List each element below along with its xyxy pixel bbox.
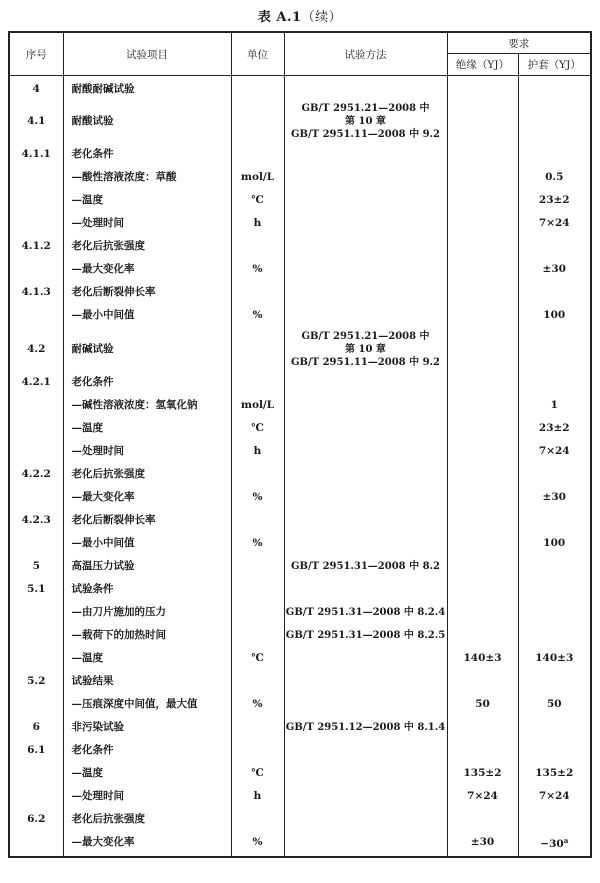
test-method: GB/T 2951.12—2008 中 8.1.4: [284, 716, 447, 739]
unit: [231, 327, 284, 371]
test-item: 试验结果: [63, 670, 231, 693]
test-method: [284, 670, 447, 693]
table-caption: [0, 6, 600, 25]
requirement-insulation: [447, 486, 518, 509]
unit: [231, 739, 284, 762]
test-item: 耐碱试验: [63, 327, 231, 371]
requirement-insulation: ±30: [447, 831, 518, 857]
requirement-sheath-value: −30: [540, 838, 564, 850]
test-method: [284, 417, 447, 440]
table-row: [9, 509, 591, 532]
unit: [231, 463, 284, 486]
test-item: —温度: [63, 417, 231, 440]
unit: h: [231, 785, 284, 808]
row-number: 4.2.3: [9, 509, 63, 532]
test-method: [284, 212, 447, 235]
unit: [231, 624, 284, 647]
requirement-sheath: [518, 189, 591, 212]
table-row: [9, 281, 591, 304]
table-row: [9, 143, 591, 166]
requirement-sheath-value: 23±2: [538, 422, 570, 434]
header-method: 试验方法: [284, 32, 447, 76]
unit: mol/L: [231, 394, 284, 417]
requirement-sheath: [518, 670, 591, 693]
requirement-sheath: [518, 509, 591, 532]
requirement-insulation: [447, 716, 518, 739]
unit: [231, 555, 284, 578]
requirement-sheath-value: 7×24: [538, 217, 570, 229]
test-method: [284, 99, 447, 143]
table-row: [9, 555, 591, 578]
header-unit: 单位: [231, 32, 284, 76]
row-number: 4.2.2: [9, 463, 63, 486]
test-method: [284, 327, 447, 371]
row-number: [9, 647, 63, 670]
row-number: 6.1: [9, 739, 63, 762]
table-row: [9, 212, 591, 235]
unit: [231, 235, 284, 258]
table-row: [9, 189, 591, 212]
table-row: [9, 716, 591, 739]
test-item: 老化后抗张强度: [63, 808, 231, 831]
footnote-marker: a: [563, 836, 569, 845]
requirement-insulation: [447, 417, 518, 440]
requirement-sheath: [518, 762, 591, 785]
unit: ℃: [231, 647, 284, 670]
requirement-sheath: [518, 463, 591, 486]
unit: [231, 601, 284, 624]
test-item: 老化条件: [63, 143, 231, 166]
test-method: [284, 831, 447, 857]
unit: [231, 76, 284, 100]
requirement-insulation: [447, 212, 518, 235]
requirement-sheath-value: 100: [543, 309, 566, 321]
unit: h: [231, 440, 284, 463]
test-item: 老化后抗张强度: [63, 235, 231, 258]
requirement-sheath: [518, 486, 591, 509]
unit: [231, 808, 284, 831]
test-method: [284, 281, 447, 304]
test-method: GB/T 2951.31—2008 中 8.2: [284, 555, 447, 578]
requirement-insulation: [447, 463, 518, 486]
row-number: [9, 440, 63, 463]
test-item: 试验条件: [63, 578, 231, 601]
requirement-sheath: [518, 327, 591, 371]
table-row: [9, 785, 591, 808]
row-number: 6: [9, 716, 63, 739]
requirement-insulation: [447, 281, 518, 304]
test-item: —处理时间: [63, 212, 231, 235]
unit: %: [231, 258, 284, 281]
test-method: [284, 808, 447, 831]
table-row: [9, 417, 591, 440]
requirement-sheath-value: 23±2: [538, 194, 570, 206]
test-item: —最小中间值: [63, 532, 231, 555]
test-item: —温度: [63, 762, 231, 785]
unit: ℃: [231, 189, 284, 212]
requirement-sheath: [518, 601, 591, 624]
requirement-insulation: [447, 509, 518, 532]
requirement-insulation: [447, 808, 518, 831]
test-item: —温度: [63, 189, 231, 212]
table-row: [9, 532, 591, 555]
unit: ℃: [231, 762, 284, 785]
test-item: 老化后抗张强度: [63, 463, 231, 486]
unit: [231, 578, 284, 601]
requirement-sheath: [518, 578, 591, 601]
unit: [231, 143, 284, 166]
test-method: [284, 143, 447, 166]
requirement-sheath: [518, 440, 591, 463]
requirement-sheath: [518, 371, 591, 394]
test-method: [284, 76, 447, 100]
requirement-insulation: 50: [447, 693, 518, 716]
requirement-sheath: [518, 785, 591, 808]
test-item: —最大变化率: [63, 831, 231, 857]
requirement-sheath: [518, 394, 591, 417]
row-number: [9, 693, 63, 716]
row-number: 4.1.1: [9, 143, 63, 166]
test-item: —处理时间: [63, 440, 231, 463]
unit: %: [231, 831, 284, 857]
requirement-sheath: [518, 808, 591, 831]
requirement-insulation: [447, 166, 518, 189]
unit: %: [231, 304, 284, 327]
row-number: 6.2: [9, 808, 63, 831]
requirement-sheath: [518, 831, 591, 857]
row-number: [9, 417, 63, 440]
test-method: [284, 394, 447, 417]
header-item: 试验项目: [63, 32, 231, 76]
test-item: 耐酸试验: [63, 99, 231, 143]
requirement-sheath: [518, 99, 591, 143]
test-method: [284, 189, 447, 212]
test-item: —碱性溶液浓度：氢氧化钠: [63, 394, 231, 417]
row-number: [9, 304, 63, 327]
unit: %: [231, 693, 284, 716]
requirement-insulation: [447, 555, 518, 578]
header-no: 序号: [9, 32, 63, 76]
test-method-line: GB/T 2951.21—2008 中: [301, 102, 430, 114]
requirement-sheath-value: 0.5: [545, 171, 564, 183]
requirement-insulation: [447, 440, 518, 463]
test-item: —温度: [63, 647, 231, 670]
requirement-insulation: [447, 371, 518, 394]
row-number: 5.1: [9, 578, 63, 601]
test-item: 老化条件: [63, 739, 231, 762]
requirement-sheath: [518, 417, 591, 440]
unit: [231, 371, 284, 394]
header-requirement: 要求: [447, 32, 591, 54]
requirement-sheath-value: ±30: [542, 491, 566, 503]
table-row: [9, 601, 591, 624]
test-method-line: GB/T 2951.21—2008 中: [301, 330, 430, 342]
test-method: [284, 440, 447, 463]
table-row: [9, 304, 591, 327]
requirement-sheath-value: 135±2: [535, 767, 574, 779]
table-row: [9, 693, 591, 716]
test-method: [284, 578, 447, 601]
test-method: [284, 486, 447, 509]
row-number: [9, 486, 63, 509]
table-row: [9, 486, 591, 509]
requirement-sheath-value: 1: [550, 399, 558, 411]
table-row: [9, 670, 591, 693]
row-number: [9, 762, 63, 785]
row-number: [9, 166, 63, 189]
requirement-sheath-value: 100: [543, 537, 566, 549]
table-row: [9, 258, 591, 281]
table-row: [9, 578, 591, 601]
row-number: [9, 601, 63, 624]
test-item: 老化后断裂伸长率: [63, 509, 231, 532]
requirement-sheath-value: 7×24: [538, 790, 570, 802]
requirement-insulation: [447, 624, 518, 647]
table-row: [9, 166, 591, 189]
unit: %: [231, 486, 284, 509]
table-row: [9, 762, 591, 785]
requirement-sheath: [518, 693, 591, 716]
table-caption-continued: （续）: [301, 10, 343, 25]
requirement-sheath: [518, 258, 591, 281]
test-method: [284, 739, 447, 762]
test-item: —最小中间值: [63, 304, 231, 327]
requirement-sheath-value: ±30: [542, 263, 566, 275]
unit: %: [231, 532, 284, 555]
spec-table: [8, 31, 592, 858]
requirement-insulation: [447, 670, 518, 693]
unit: [231, 509, 284, 532]
requirement-sheath-value: 50: [546, 698, 562, 710]
requirement-sheath: [518, 716, 591, 739]
requirement-insulation: [447, 76, 518, 100]
test-method: [284, 166, 447, 189]
header-sheath: 护套（YJ）: [518, 54, 591, 76]
requirement-sheath: [518, 143, 591, 166]
unit: ℃: [231, 417, 284, 440]
requirement-sheath: [518, 281, 591, 304]
row-number: 4: [9, 76, 63, 100]
requirement-insulation: [447, 258, 518, 281]
row-number: [9, 212, 63, 235]
table-row: [9, 371, 591, 394]
table-row: [9, 99, 591, 143]
unit: [231, 716, 284, 739]
test-method: [284, 509, 447, 532]
test-item: —压痕深度中间值，最大值: [63, 693, 231, 716]
requirement-sheath: [518, 166, 591, 189]
row-number: 5.2: [9, 670, 63, 693]
test-item: 非污染试验: [63, 716, 231, 739]
requirement-insulation: [447, 327, 518, 371]
test-method: [284, 258, 447, 281]
test-item: 高温压力试验: [63, 555, 231, 578]
header-insulation: 绝缘（YJ）: [447, 54, 518, 76]
test-method: [284, 304, 447, 327]
requirement-insulation: [447, 532, 518, 555]
requirement-insulation: [447, 739, 518, 762]
unit: [231, 670, 284, 693]
requirement-sheath: [518, 212, 591, 235]
requirement-sheath: [518, 235, 591, 258]
table-row: [9, 808, 591, 831]
requirement-insulation: [447, 578, 518, 601]
row-number: [9, 189, 63, 212]
test-method: [284, 762, 447, 785]
requirement-sheath: [518, 76, 591, 100]
row-number: [9, 831, 63, 857]
requirement-sheath: [518, 532, 591, 555]
test-item: 老化条件: [63, 371, 231, 394]
requirement-sheath: [518, 304, 591, 327]
test-item: —酸性溶液浓度：草酸: [63, 166, 231, 189]
requirement-insulation: 135±2: [447, 762, 518, 785]
test-method: [284, 463, 447, 486]
table-row: [9, 831, 591, 857]
row-number: 4.1: [9, 99, 63, 143]
requirement-insulation: [447, 189, 518, 212]
test-item: —最大变化率: [63, 486, 231, 509]
requirement-sheath: [518, 555, 591, 578]
requirement-sheath-value: 7×24: [538, 445, 570, 457]
row-number: 4.1.2: [9, 235, 63, 258]
test-method: [284, 647, 447, 670]
requirement-insulation: [447, 235, 518, 258]
table-row: [9, 463, 591, 486]
row-number: 4.2: [9, 327, 63, 371]
unit: [231, 281, 284, 304]
requirement-sheath-value: 140±3: [535, 652, 574, 664]
test-method-line: GB/T 2951.11—2008 中 9.2: [291, 128, 440, 140]
table-body: [9, 76, 591, 858]
requirement-insulation: [447, 143, 518, 166]
requirement-insulation: [447, 99, 518, 143]
row-number: [9, 394, 63, 417]
test-method: [284, 235, 447, 258]
requirement-insulation: [447, 304, 518, 327]
test-item: —处理时间: [63, 785, 231, 808]
table-header: [9, 32, 591, 76]
row-number: [9, 532, 63, 555]
test-method: [284, 785, 447, 808]
table-row: [9, 76, 591, 100]
unit: mol/L: [231, 166, 284, 189]
table-row: [9, 235, 591, 258]
test-method-line: 第 10 章: [345, 115, 386, 127]
row-number: 4.2.1: [9, 371, 63, 394]
table-row: [9, 394, 591, 417]
test-item: —由刀片施加的压力: [63, 601, 231, 624]
test-item: —载荷下的加热时间: [63, 624, 231, 647]
row-number: 4.1.3: [9, 281, 63, 304]
row-number: [9, 258, 63, 281]
requirement-insulation: [447, 394, 518, 417]
test-method-line: 第 10 章: [345, 343, 386, 355]
table-row: [9, 624, 591, 647]
table-caption-label: 表 A.1: [257, 10, 302, 25]
requirement-insulation: 140±3: [447, 647, 518, 670]
test-method: [284, 532, 447, 555]
table-row: [9, 327, 591, 371]
requirement-sheath: [518, 624, 591, 647]
requirement-insulation: 7×24: [447, 785, 518, 808]
requirement-insulation: [447, 601, 518, 624]
table-row: [9, 440, 591, 463]
test-item: 耐酸耐碱试验: [63, 76, 231, 100]
table-row: [9, 647, 591, 670]
requirement-sheath: [518, 739, 591, 762]
unit: [231, 99, 284, 143]
test-method-line: GB/T 2951.11—2008 中 9.2: [291, 356, 440, 368]
test-item: 老化后断裂伸长率: [63, 281, 231, 304]
test-method: [284, 371, 447, 394]
row-number: [9, 624, 63, 647]
test-item: —最大变化率: [63, 258, 231, 281]
row-number: 5: [9, 555, 63, 578]
unit: h: [231, 212, 284, 235]
row-number: [9, 785, 63, 808]
table-row: [9, 739, 591, 762]
test-method: GB/T 2951.31—2008 中 8.2.5: [284, 624, 447, 647]
test-method: GB/T 2951.31—2008 中 8.2.4: [284, 601, 447, 624]
test-method: [284, 693, 447, 716]
requirement-sheath: [518, 647, 591, 670]
